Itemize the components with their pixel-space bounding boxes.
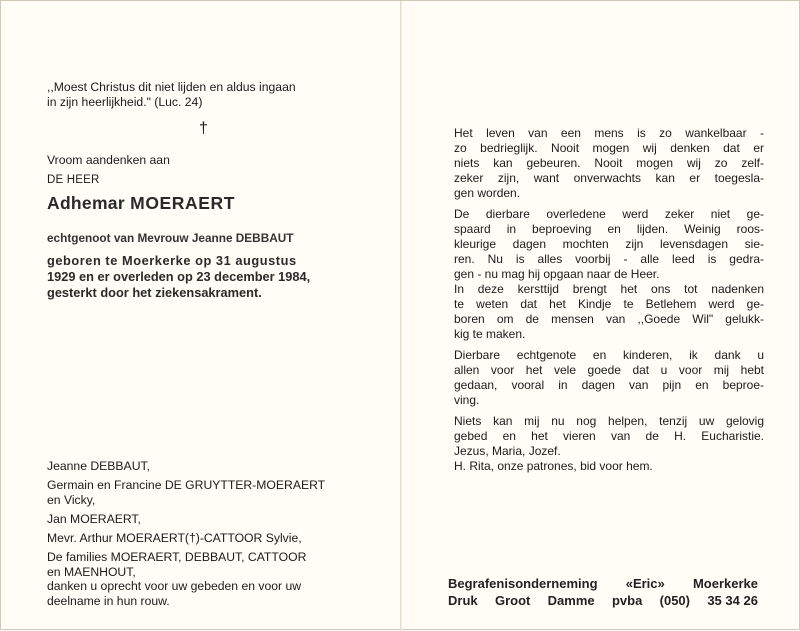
intro-line: Vroom aandenken aan	[47, 153, 170, 167]
text-line: spaard in beproeving en lijden. Weinig roos-	[454, 222, 764, 236]
family-line: De families MOERAERT, DEBBAUT, CATTOOR	[47, 550, 307, 564]
text-line: De dierbare overledene werd zeker niet ge-	[454, 207, 764, 221]
family-line: en MAENHOUT,	[47, 565, 136, 579]
reflection-text	[454, 126, 764, 480]
family-line: Germain en Francine DE GRUYTTER-MOERAERT	[47, 478, 326, 492]
text-line: Het leven van een mens is zo wankelbaar -	[454, 126, 764, 140]
paragraph	[454, 126, 764, 201]
spouse-line: echtgenoot van Mevrouw Jeanne DEBBAUT	[47, 231, 294, 245]
footer-word: (050)	[659, 593, 690, 608]
text-line: gebed en het vieren van de H. Eucharistie.	[454, 429, 764, 443]
family-line: Jan MOERAERT,	[47, 512, 141, 526]
footer-line	[448, 575, 758, 592]
text-line: zo bedrieglijk. Nooit mogen wij denken dat er	[454, 141, 764, 155]
text-line: Jezus, Maria, Jozef.	[454, 444, 561, 458]
family-line: Jeanne DEBBAUT,	[47, 459, 150, 473]
text-line: te weten dat het Kindje te Betlehem werd ge-	[454, 297, 764, 311]
text-line: In deze kersttijd brengt het ons tot nadenken	[454, 282, 764, 296]
footer-word: Groot	[494, 593, 531, 608]
deceased-name	[47, 193, 235, 213]
paragraph	[454, 207, 764, 342]
cross-icon: †	[199, 120, 208, 137]
text-line: Niets kan mij nu nog helpen, tenzij uw gelovig	[454, 414, 764, 428]
text-line: Dierbare echtgenote en kinderen, ik dank u	[454, 348, 764, 362]
family-line: Mevr. Arthur MOERAERT(†)-CATTOOR Sylvie,	[47, 531, 302, 545]
born-line: 1929 en er overleden op 23 december 1984,	[47, 269, 311, 284]
text-line: ren. Nu is alles voorbij - alle leed is gedra-	[454, 252, 764, 266]
footer-word: Druk	[448, 593, 478, 608]
bible-quote	[47, 80, 296, 110]
text-line: kig te maken.	[454, 327, 526, 341]
thanks-text	[47, 579, 301, 609]
last-name: MOERAERT	[130, 193, 236, 213]
thanks-line: deelname in hun rouw.	[47, 594, 170, 608]
text-line: gedaan, vooral in dagen van pijn en beproe-	[454, 378, 764, 392]
footer-word: Damme	[547, 593, 595, 608]
paragraph	[454, 414, 764, 474]
footer-line	[448, 592, 758, 609]
thanks-line: danken u oprecht voor uw gebeden en voor uw	[47, 579, 302, 593]
title-line: DE HEER	[47, 174, 100, 186]
birth-death-text	[47, 253, 310, 301]
born-line: geboren te Moerkerke op 31 augustus	[47, 253, 297, 268]
text-line: gen - nu mag hij opgaan naar de Heer.	[454, 267, 660, 281]
family-list	[47, 459, 325, 580]
quote-line: ,,Moest Christus dit niet lijden en aldus ingaan	[47, 80, 296, 94]
footer-word: Moerkerke	[692, 576, 758, 591]
text-line: H. Rita, onze patrones, bid voor hem.	[454, 459, 653, 473]
text-line: boren om de mensen van ,,Goede Wil" gelukk-	[454, 312, 764, 326]
text-line: ving.	[454, 393, 480, 407]
footer-word: «Eric»	[625, 576, 665, 591]
footer-word: pvba	[611, 593, 643, 608]
text-line: zeker zijn, want onverwachts kan er toegesla-	[454, 171, 764, 185]
footer-word: 35 34 26	[707, 593, 758, 608]
footer-word: Begrafenisonderneming	[448, 576, 598, 591]
first-name: Adhemar	[47, 193, 125, 213]
funeral-home-footer	[448, 575, 758, 609]
text-line: gen worden.	[454, 186, 521, 200]
left-panel	[1, 1, 400, 631]
quote-line: in zijn heerlijkheid." (Luc. 24)	[47, 95, 203, 109]
right-panel	[402, 1, 800, 631]
text-line: allen voor het vele goede dat u voor mij hebt	[454, 363, 764, 377]
born-line: gesterkt door het ziekensakrament.	[47, 285, 262, 300]
text-line: kleurige dagen mochten zijn levensdagen sie-	[454, 237, 764, 251]
text-line: niets kan gebeuren. Nooit mogen wij zo zelf-	[454, 156, 764, 170]
paragraph	[454, 348, 764, 408]
family-line: en Vicky,	[47, 493, 96, 507]
